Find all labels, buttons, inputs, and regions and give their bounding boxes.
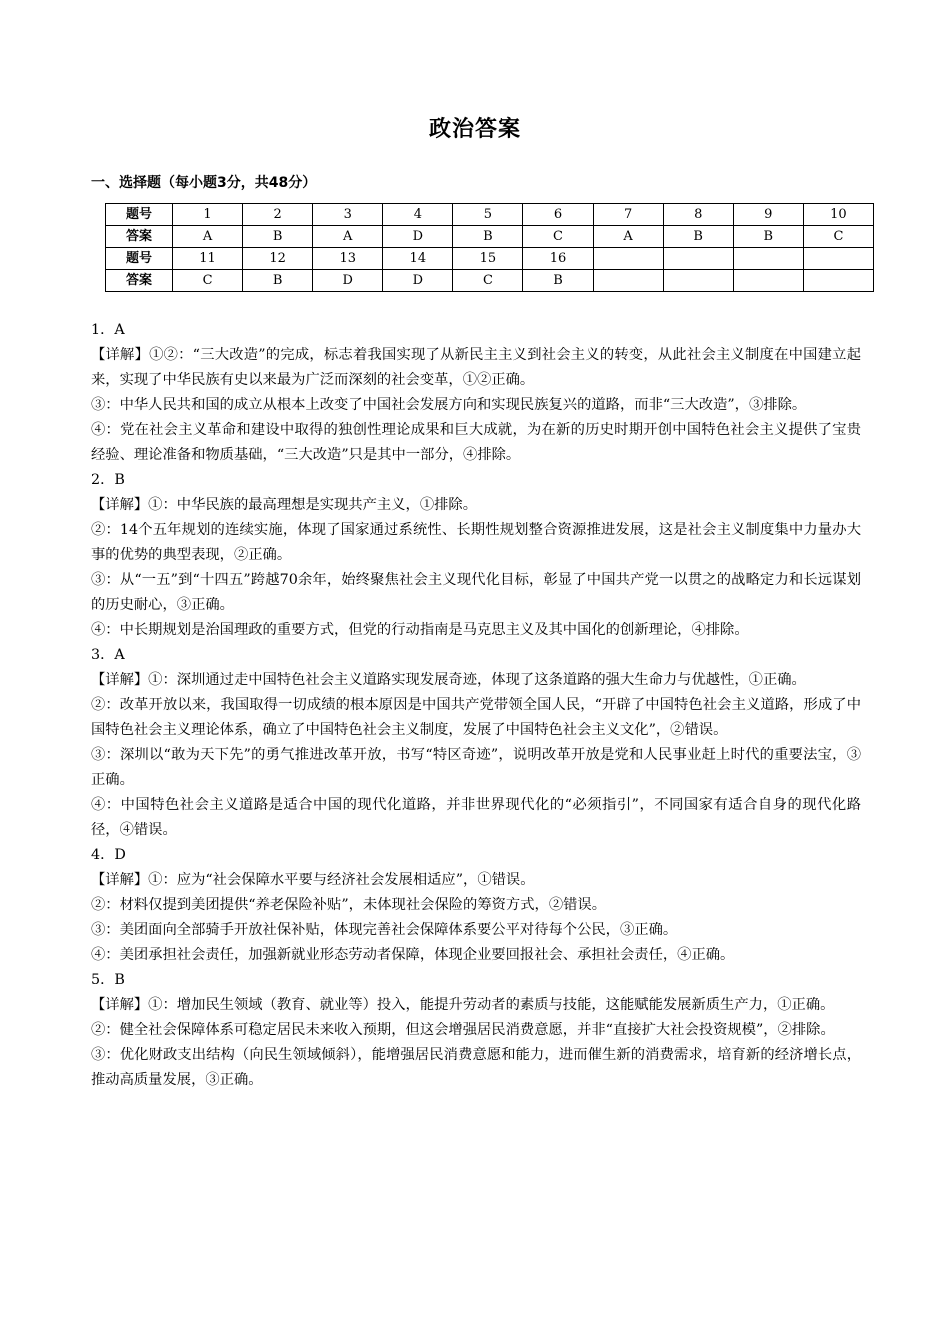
table-cell: 6 [523,204,593,226]
question-number: 3．A [91,647,125,663]
table-cell [663,270,733,292]
table-cell: 13 [313,248,383,270]
table-cell: B [523,270,593,292]
explanation-paragraph: ②：健全社会保障体系可稳定居民未来收入预期，但这会增强居民消费意愿，并非“直接扩大社会投资规模”，②排除。 [91,1022,835,1038]
table-cell: 4 [383,204,453,226]
table-cell: 11 [173,248,243,270]
table-cell: 2 [243,204,313,226]
table-cell: 1 [173,204,243,226]
table-row-numbers-1 [106,204,874,226]
table-cell: 14 [383,248,453,270]
table-cell [803,270,873,292]
explanation-5 [91,968,861,1093]
table-cell [663,248,733,270]
explanation-paragraph: ④：美团承担社会责任，加强新就业形态劳动者保障，体现企业要回报社会、承担社会责任，④正确。 [91,947,735,963]
table-cell [733,248,803,270]
table-cell: A [173,226,243,248]
table-cell: B [243,270,313,292]
table-cell: A [313,226,383,248]
explanation-paragraph: 【详解】①：中华民族的最高理想是实现共产主义，①排除。 [91,497,478,513]
explanation-paragraph: 【详解】①：应为“社会保障水平要与经济社会发展相适应”，①错误。 [91,872,535,888]
explanation-1 [91,318,861,468]
table-row-numbers-2 [106,248,874,270]
question-number: 1．A [91,322,125,338]
explanation-paragraph: ③：美团面向全部骑手开放社保补贴，体现完善社会保障体系要公平对待每个公民，③正确。 [91,922,678,938]
explanation-paragraph: 【详解】①：增加民生领域（教育、就业等）投入，能提升劳动者的素质与技能，这能赋能发展新质生产力，①正确。 [91,997,835,1013]
table-cell: B [663,226,733,248]
table-cell: D [313,270,383,292]
explanation-paragraph: ④：中国特色社会主义道路是适合中国的现代化道路，并非世界现代化的“必须指引”，不同国家有适合自身的现代化路径，④错误。 [91,797,861,838]
question-number: 2．B [91,472,125,488]
table-cell: 15 [453,248,523,270]
row-label-answer: 答案 [106,226,173,248]
table-cell [733,270,803,292]
table-row-answers-2 [106,270,874,292]
explanation-paragraph: 【详解】①②：“三大改造”的完成，标志着我国实现了从新民主主义到社会主义的转变，从此社会主义制度在中国建立起来，实现了中华民族有史以来最为广泛而深刻的社会变革，①②正确。 [91,347,861,388]
table-cell: 7 [593,204,663,226]
explanation-paragraph: ②：14个五年规划的连续实施，体现了国家通过系统性、长期性规划整合资源推进发展，这是社会主义制度集中力量办大事的优势的典型表现，②正确。 [91,522,861,563]
page-title: 政治答案 [428,117,521,142]
table-cell [593,270,663,292]
answer-table [105,203,874,292]
row-label-number: 题号 [106,204,173,226]
table-row-answers-1 [106,226,874,248]
table-cell: 5 [453,204,523,226]
question-number: 4．D [91,847,126,863]
explanation-paragraph: 【详解】①：深圳通过走中国特色社会主义道路实现发展奇迹，体现了这条道路的强大生命力与优越性，①正确。 [91,672,806,688]
explanation-paragraph: ④：中长期规划是治国理政的重要方式，但党的行动指南是马克思主义及其中国化的创新理论，④排除。 [91,622,749,638]
question-number: 5．B [91,972,125,988]
table-cell: B [243,226,313,248]
table-cell [803,248,873,270]
table-cell: D [383,270,453,292]
table-cell: C [173,270,243,292]
table-cell: 8 [663,204,733,226]
table-cell: 9 [733,204,803,226]
table-cell: C [803,226,873,248]
explanation-paragraph: ②：改革开放以来，我国取得一切成绩的根本原因是中国共产党带领全国人民，“开辟了中国特色社会主义道路，形成了中国特色社会主义理论体系，确立了中国特色社会主义制度，发展了中国特色社会主义文化”，②错误。 [91,697,861,738]
section-heading: 一、选择题（每小题3分，共48分） [91,175,317,191]
explanation-paragraph: ③：深圳以“敢为天下先”的勇气推进改革开放，书写“特区奇迹”，说明改革开放是党和人民事业赶上时代的重要法宝，③正确。 [91,747,861,788]
table-cell: 10 [803,204,873,226]
table-cell: A [593,226,663,248]
explanation-4 [91,843,861,968]
explanation-paragraph: ③：中华人民共和国的成立从根本上改变了中国社会发展方向和实现民族复兴的道路，而非“三大改造”，③排除。 [91,397,807,413]
table-cell: 12 [243,248,313,270]
table-cell: D [383,226,453,248]
table-cell: 16 [523,248,593,270]
table-cell: 3 [313,204,383,226]
table-cell [593,248,663,270]
row-label-answer: 答案 [106,270,173,292]
table-cell: B [453,226,523,248]
explanation-paragraph: ④：党在社会主义革命和建设中取得的独创性理论成果和巨大成就，为在新的历史时期开创中国特色社会主义提供了宝贵经验、理论准备和物质基础，“三大改造”只是其中一部分，④排除。 [91,422,861,463]
table-cell: C [523,226,593,248]
explanation-paragraph: ③：从“一五”到“十四五”跨越70余年，始终聚焦社会主义现代化目标，彰显了中国共产党一以贯之的战略定力和长远谋划的历史耐心，③正确。 [91,572,861,613]
explanation-paragraph: ③：优化财政支出结构（向民生领域倾斜），能增强居民消费意愿和能力，进而催生新的消费需求，培育新的经济增长点，推动高质量发展，③正确。 [91,1047,861,1088]
table-cell: B [733,226,803,248]
explanation-paragraph: ②：材料仅提到美团提供“养老保险补贴”，未体现社会保险的筹资方式，②错误。 [91,897,607,913]
explanation-2 [91,468,861,643]
row-label-number: 题号 [106,248,173,270]
explanation-3 [91,643,861,843]
explanations [91,318,861,1093]
table-cell: C [453,270,523,292]
